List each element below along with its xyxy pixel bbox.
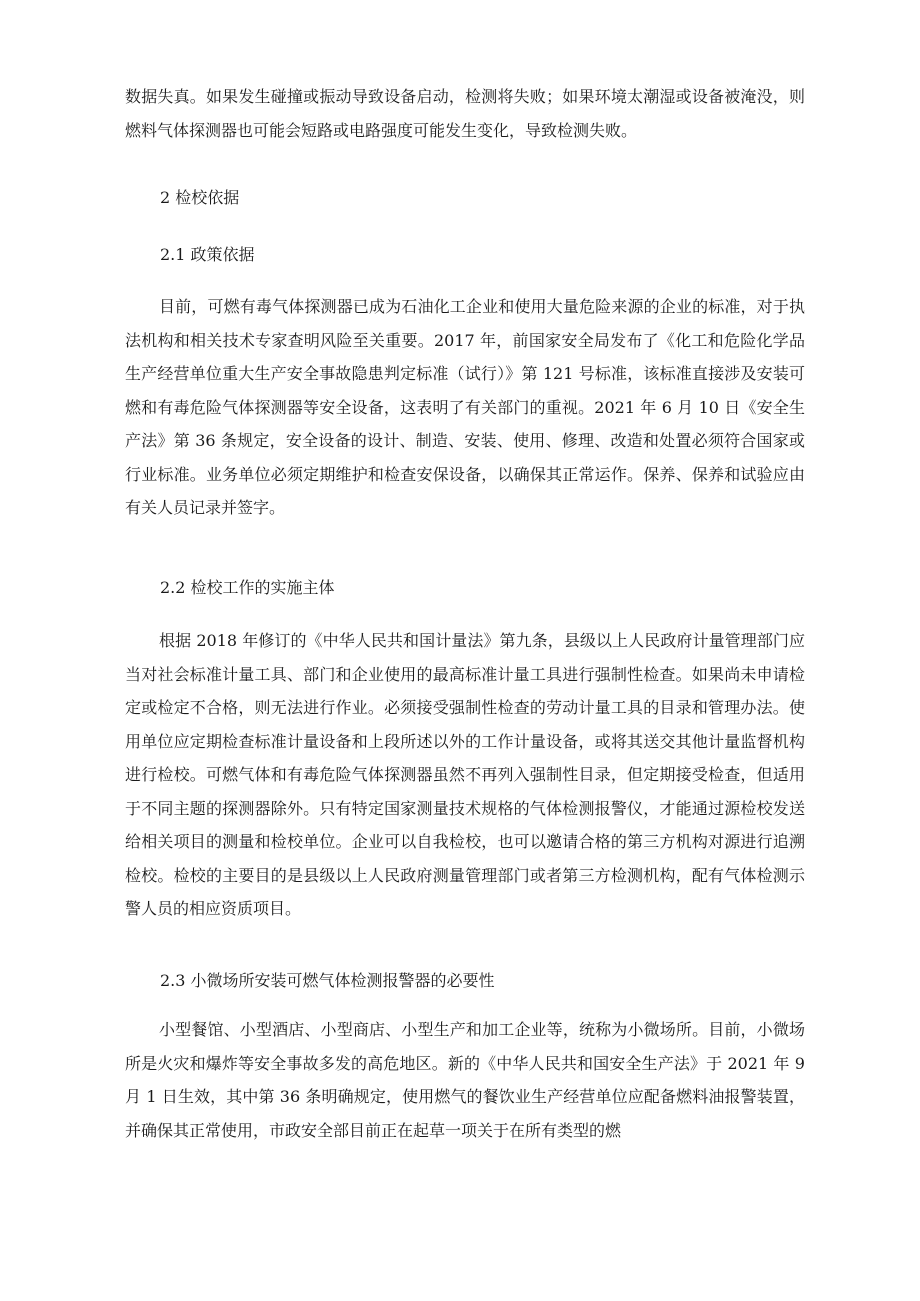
section-heading-2-2: 2.2 检校工作的实施主体 — [160, 578, 335, 597]
paragraph-implementing-body: 根据 2018 年修订的《中华人民共和国计量法》第九条，县级以上人民政府计量管理部门应当对社会标准计量工具、部门和企业使用的最高标准计量工具进行强制性检查。如果尚未申请检定或检定不合格，则无法进行作业。必须接受强制性检查的劳动计量工具的目录和管理办法。使用单位应定期检查标准计量设备和上段所述以外的工作计量设备，或将其送交其他计量监督机构进行检校。可燃气体和有毒危险气体探测器虽然不再列入强制性目录，但定期接受检查，但适用于不同主题的探测器除外。只有特定国家测量技术规格的气体检测报警仪，才能通过源检校发送给相关项目的测量和检校单位。企业可以自我检校，也可以邀请合格的第三方机构对源进行追溯检校。检校的主要目的是县级以上人民政府测量管理部门或者第三方检测机构，配有气体检测示警人员的相应资质项目。 — [125, 631, 805, 918]
paragraph-continuation: 数据失真。如果发生碰撞或振动导致设备启动，检测将失败；如果环境太潮湿或设备被淹没，则燃料气体探测器也可能会短路或电路强度可能发生变化，导致检测失败。 — [125, 87, 805, 140]
section-heading-2-3: 2.3 小微场所安装可燃气体检测报警器的必要性 — [160, 971, 495, 990]
section-heading-2-1: 2.1 政策依据 — [160, 245, 255, 264]
section-heading-2: 2 检校依据 — [160, 188, 240, 207]
paragraph-policy-basis: 目前，可燃有毒气体探测器已成为石油化工企业和使用大量危险来源的企业的标准，对于执法机构和相关技术专家查明风险至关重要。2017 年，前国家安全局发布了《化工和危险化学品生产经营单位重大生产安全事故隐患判定标准（试行）》第 121 号标准，该标准直接涉及安装可燃和有毒危险气体探测器等安全设备，这表明了有关部门的重视。2021 年 6 月 10 日《安全生产法》第 36 条规定，安全设备的设计、制造、安装、使用、修理、改造和处置必须符合国家或行业标准。业务单位必须定期维护和检查安保设备，以确保其正常运作。保养、保养和试验应由有关人员记录并签字。 — [125, 297, 805, 517]
paragraph-small-venues: 小型餐馆、小型酒店、小型商店、小型生产和加工企业等，统称为小微场所。目前，小微场所是火灾和爆炸等安全事故多发的高危地区。新的《中华人民共和国安全生产法》于 2021 年 9 月 1 日生效，其中第 36 条明确规定，使用燃气的餐饮业生产经营单位应配备燃料油报警装置，并确保其正常使用，市政安全部目前正在起草一项关于在所有类型的燃 — [125, 1020, 805, 1140]
